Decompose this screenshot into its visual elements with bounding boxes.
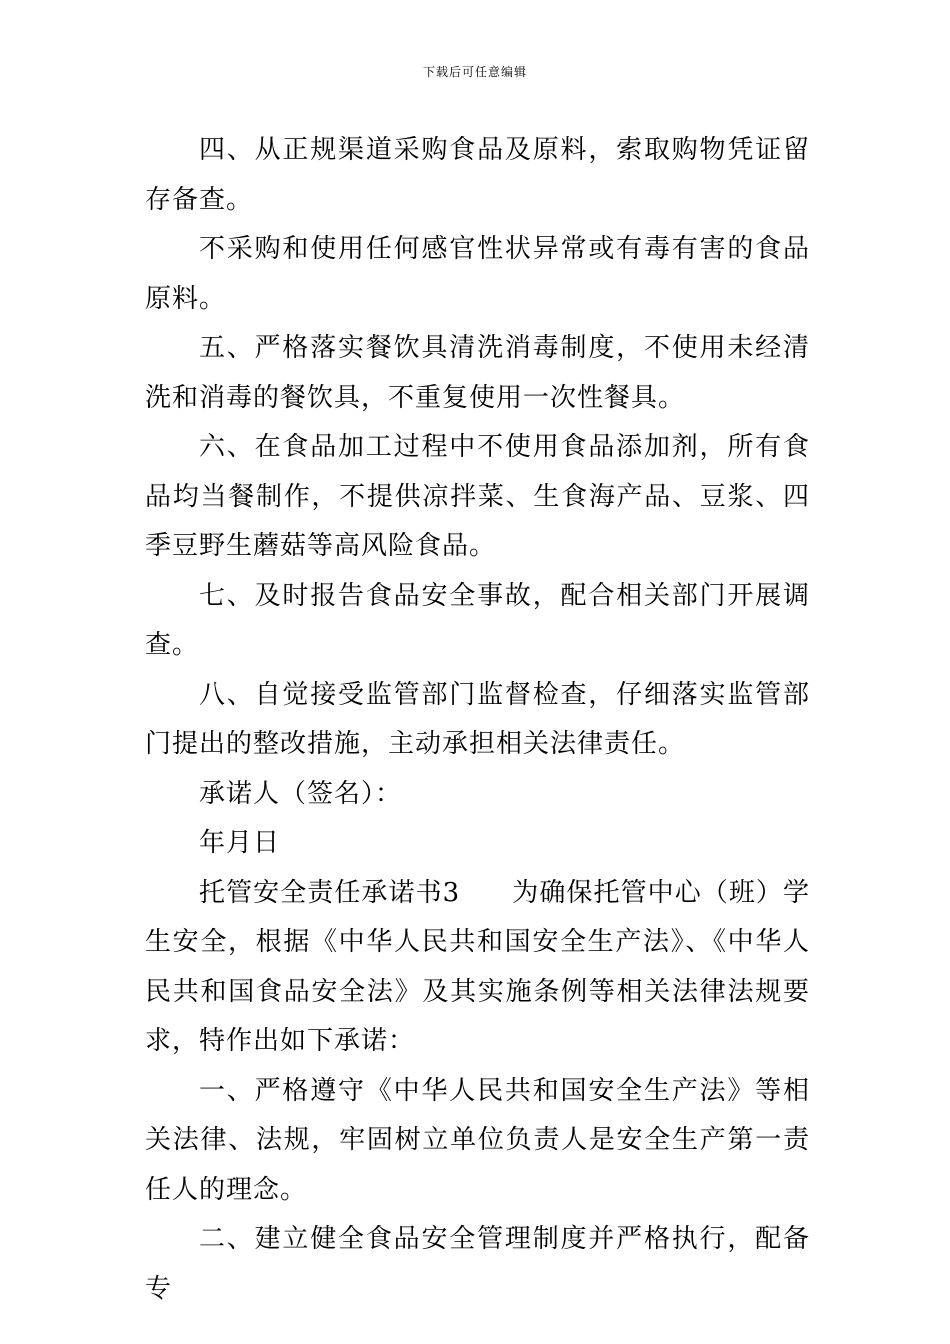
document-body <box>145 126 810 1314</box>
page-header-note: 下载后可任意编辑 <box>422 65 527 79</box>
section-3-text: 为确保托管中心（班）学生安全，根据《中华人民共和国安全生产法》、《中华人民共和国食品安全法》及其实施条例等相关法律法规要求，特作出如下承诺： <box>145 877 810 1056</box>
paragraph-commitment-1: 一、严格遵守《中华人民共和国安全生产法》等相关法律、法规，牢固树立单位负责人是安全生产第一责任人的理念。 <box>145 1075 810 1205</box>
date-line: 年月日 <box>199 828 281 858</box>
paragraph-no-abnormal-materials: 不采购和使用任何感官性状异常或有毒有害的食品原料。 <box>145 234 810 314</box>
paragraph-item-6: 六、在食品加工过程中不使用食品添加剂，所有食品均当餐制作，不提供凉拌菜、生食海产品、豆浆、四季豆野生蘑菇等高风险食品。 <box>145 432 810 561</box>
section-3-title: 托管安全责任承诺书3 <box>199 877 461 908</box>
paragraph-item-7: 七、及时报告食品安全事故，配合相关部门开展调查。 <box>145 580 810 660</box>
section-3-intro <box>145 869 810 1067</box>
paragraph-item-5: 五、严格落实餐饮具清洗消毒制度，不使用未经清洗和消毒的餐饮具，不重复使用一次性餐具。 <box>145 333 810 413</box>
paragraph-commitment-2: 二、建立健全食品安全管理制度并严格执行，配备专 <box>145 1224 810 1304</box>
signature-line: 承诺人（签名）： <box>199 778 403 809</box>
paragraph-item-4: 四、从正规渠道采购食品及原料，索取购物凭证留存备查。 <box>145 135 810 215</box>
paragraph-item-8: 八、自觉接受监管部门监督检查，仔细落实监管部门提出的整改措施，主动承担相关法律责任。 <box>145 679 810 759</box>
